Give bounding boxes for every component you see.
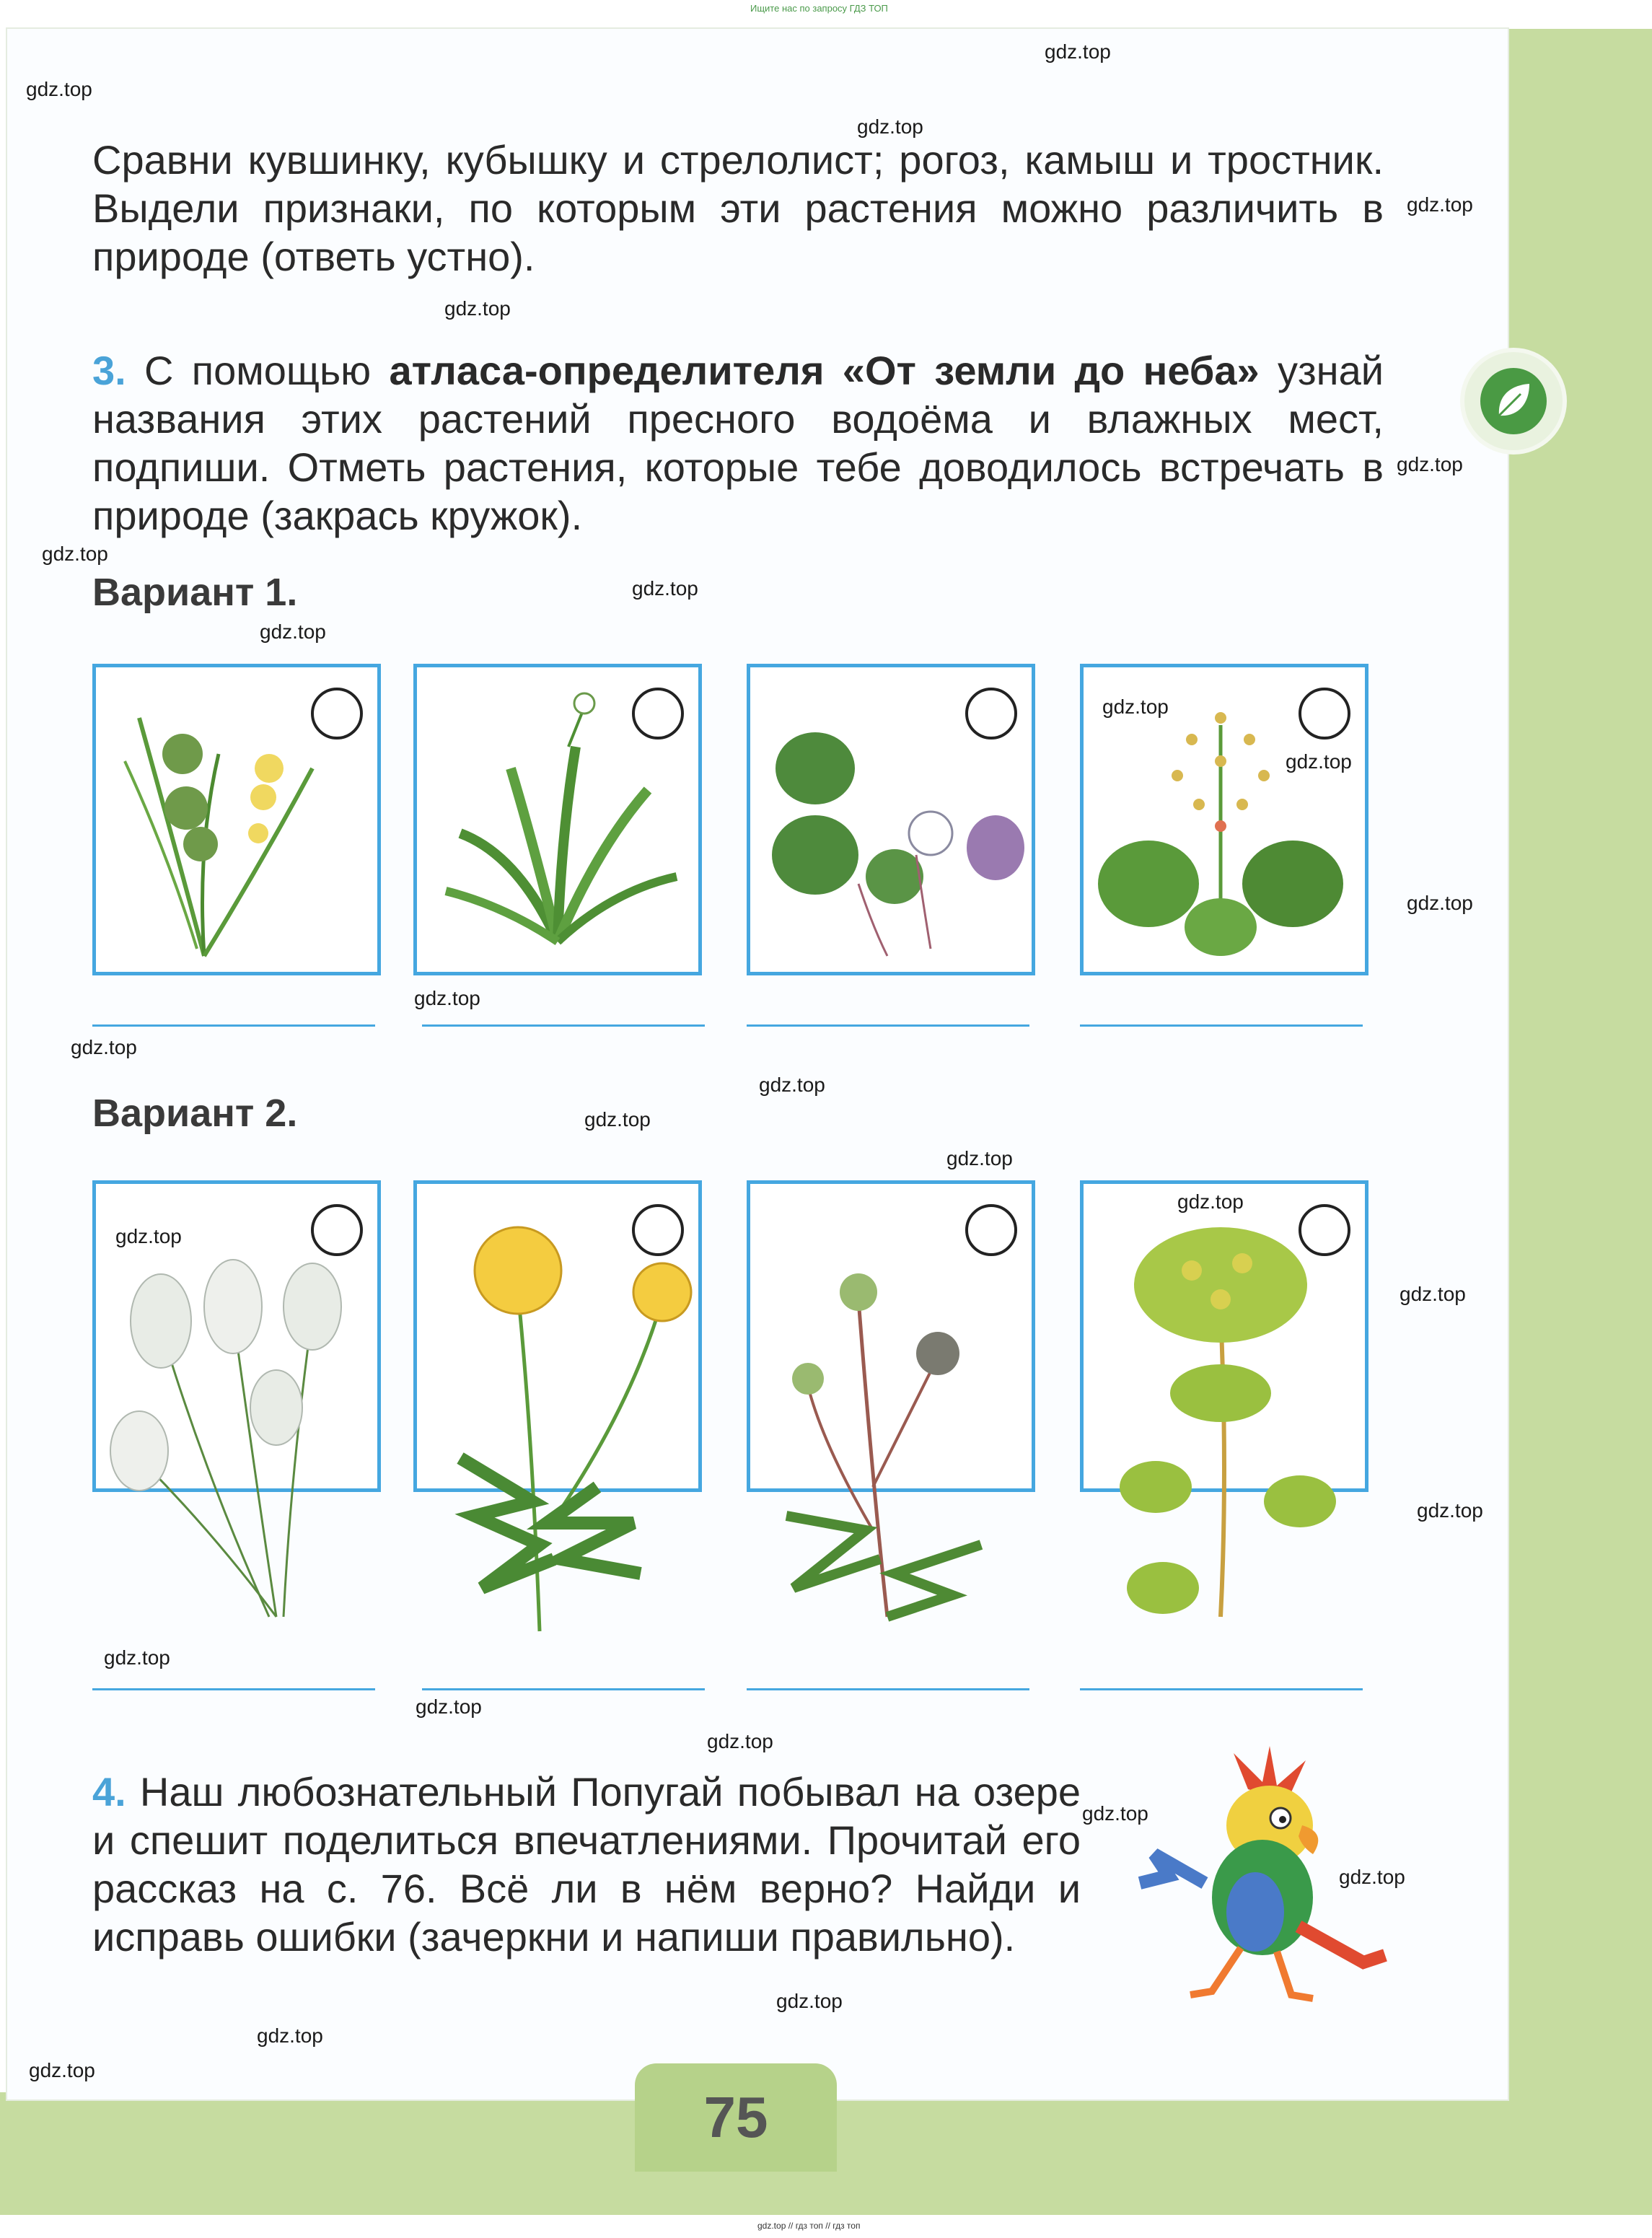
mark-circle[interactable]	[311, 688, 363, 740]
plant-card-v2-3	[747, 1180, 1035, 1492]
watermark: gdz.top	[776, 1990, 843, 2012]
watermark: gdz.top	[857, 115, 923, 138]
variant1-label: Вариант 1.	[92, 571, 298, 614]
task4-number: 4.	[92, 1769, 126, 1814]
task3-bold: атласа-определителя «От земли до неба»	[389, 348, 1260, 393]
watermark: gdz.top	[632, 577, 698, 600]
watermark: gdz.top	[1177, 1190, 1244, 1213]
watermark: gdz.top	[1286, 750, 1352, 773]
plant-card-v2-2	[413, 1180, 702, 1492]
mark-circle[interactable]	[632, 688, 684, 740]
watermark: gdz.top	[946, 1147, 1013, 1170]
watermark: gdz.top	[42, 543, 108, 565]
watermark: gdz.top	[414, 987, 480, 1009]
watermark: gdz.top	[104, 1646, 170, 1669]
plant-card-v1-1	[92, 664, 381, 975]
answer-line[interactable]	[747, 1024, 1029, 1027]
watermark: gdz.top	[707, 1730, 773, 1752]
task3-number: 3.	[92, 348, 126, 393]
leaf-icon	[1464, 352, 1563, 450]
watermark: gdz.top	[260, 620, 326, 643]
answer-line[interactable]	[1080, 1688, 1363, 1690]
answer-line[interactable]	[92, 1024, 375, 1027]
plant-card-v1-3	[747, 664, 1035, 975]
answer-line[interactable]	[92, 1688, 375, 1690]
answer-line[interactable]	[1080, 1024, 1363, 1027]
watermark: gdz.top	[115, 1225, 182, 1247]
answer-line[interactable]	[747, 1688, 1029, 1690]
variant2-label: Вариант 2.	[92, 1092, 298, 1135]
mark-circle[interactable]	[965, 1204, 1017, 1256]
watermark: gdz.top	[26, 78, 92, 100]
task3-pre: С помощью	[144, 348, 372, 393]
watermark: gdz.top	[584, 1108, 651, 1131]
watermark: gdz.top	[416, 1695, 482, 1718]
watermark: gdz.top	[1082, 1802, 1148, 1825]
watermark: gdz.top	[1407, 193, 1473, 216]
mark-circle[interactable]	[1299, 1204, 1350, 1256]
plant-card-v2-4	[1080, 1180, 1368, 1492]
mark-circle[interactable]	[1299, 688, 1350, 740]
watermark: gdz.top	[257, 2024, 323, 2047]
task3-text	[92, 346, 1384, 540]
mark-circle[interactable]	[311, 1204, 363, 1256]
mark-circle[interactable]	[965, 688, 1017, 740]
watermark: gdz.top	[1417, 1499, 1483, 1522]
watermark: gdz.top	[1045, 40, 1111, 63]
watermark: gdz.top	[29, 2059, 95, 2081]
watermark: gdz.top	[444, 297, 511, 320]
watermark: gdz.top	[1400, 1283, 1466, 1305]
watermark: gdz.top	[1397, 453, 1463, 475]
watermark: gdz.top	[1102, 695, 1169, 718]
answer-line[interactable]	[422, 1688, 705, 1690]
plant-card-v1-2	[413, 664, 702, 975]
watermark: gdz.top	[1339, 1866, 1405, 1888]
watermark: gdz.top	[1407, 892, 1473, 914]
mark-circle[interactable]	[632, 1204, 684, 1256]
header-note: Ищите нас по запросу ГДЗ ТОП	[750, 3, 888, 14]
watermark: gdz.top	[71, 1036, 137, 1058]
task4-body: Наш любознательный Попугай побывал на озере и спешит поделиться впечатлениями. Прочитай его рассказ на с. 76. Всё ли в нём верно? Найди и исправь ошибки (зачеркни и напиши правильно).	[92, 1769, 1081, 1960]
footer-note: gdz.top // гдз топ // гдз топ	[757, 2221, 861, 2231]
task4-text	[92, 1768, 1081, 1961]
watermark: gdz.top	[759, 1074, 825, 1096]
answer-line[interactable]	[422, 1024, 705, 1027]
task3-post: узнай названия этих растений пресного водоёма и влажных мест, подпиши. Отметь растения, которые тебе доводилось встречать в природе (закрась кружок).	[92, 348, 1384, 538]
page-number: 75	[635, 2063, 837, 2172]
task2-text: Сравни кувшинку, кубышку и стрелолист; рогоз, камыш и тростник. Выдели признаки, по которым эти растения можно различить в природе (ответь устно).	[92, 137, 1384, 279]
